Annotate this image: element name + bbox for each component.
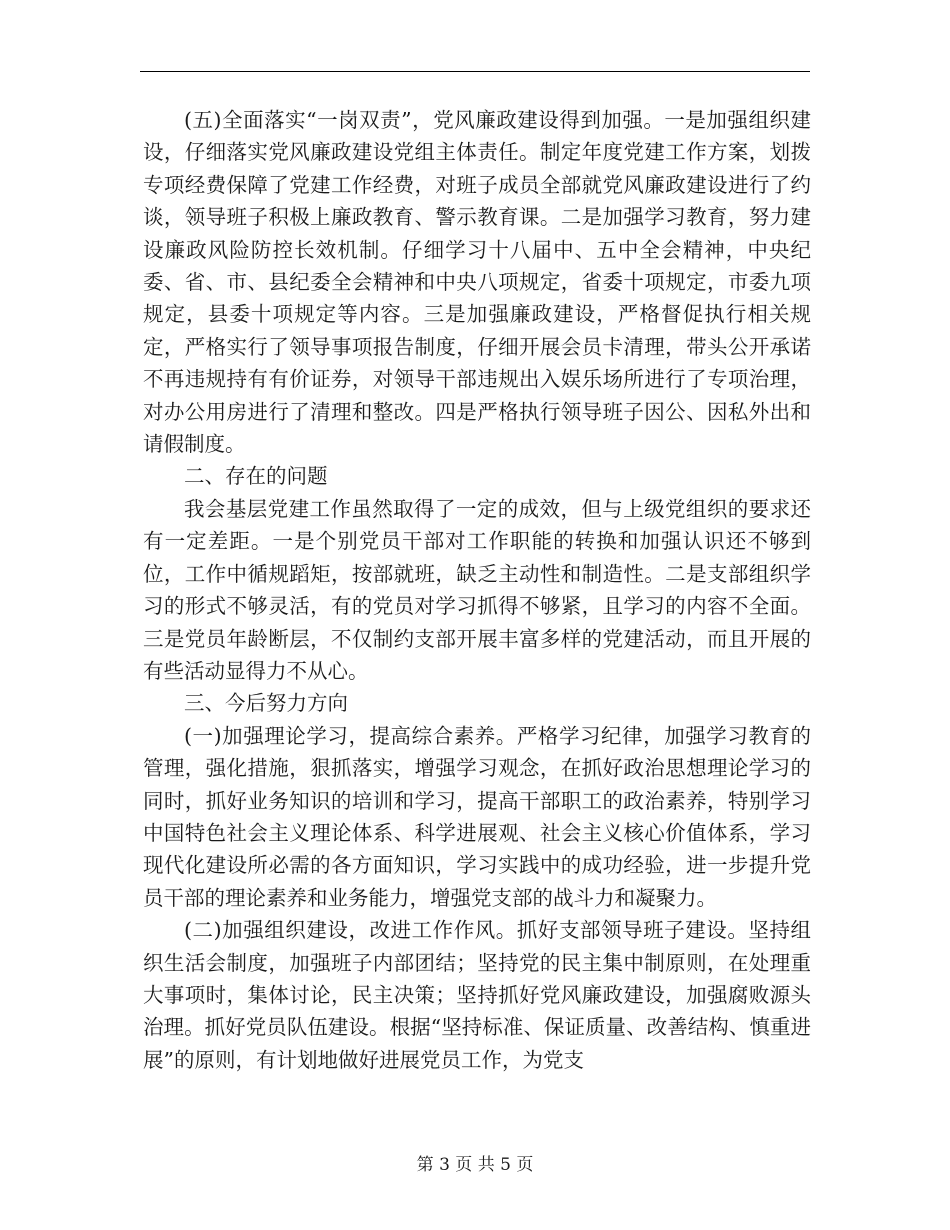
heading-future-direction: 三、今后努力方向	[184, 691, 348, 716]
page-number: 第 3 页 共 5 页	[416, 1155, 534, 1175]
paragraph-theory-study: (一)加强理论学习，提高综合素养。严格学习纪律，加强学习教育的管理，强化措施，狠抓落实，增强学习观念，在抓好政治思想理论学习的同时，抓好业务知识的培训和学习，提高干部职工的政治素养，特别学习中国特色社会主义理论体系、科学进展观、社会主义核心价值体系，学习现代化建设所必需的各方面知识，学习实践中的成功经验，进一步提升党员干部的理论素养和业务能力，增强党支部的战斗力和凝聚力。	[143, 723, 811, 910]
paragraph-problems: 我会基层党建工作虽然取得了一定的成效，但与上级党组织的要求还有一定差距。一是个别党员干部对工作职能的转换和加强认识还不够到位，工作中循规蹈矩，按部就班，缺乏主动性和制造性。二是支部组织学习的形式不够灵活，有的党员对学习抓得不够紧，且学习的内容不全面。三是党员年龄断层，不仅制约支部开展丰富多样的党建活动，而且开展的有些活动显得力不从心。	[143, 496, 811, 683]
paragraph-organization-building: (二)加强组织建设，改进工作作风。抓好支部领导班子建设。坚持组织生活会制度，加强班子内部团结；坚持党的民主集中制原则，在处理重大事项时，集体讨论，民主决策；坚持抓好党风廉政建设，加强腐败源头治理。抓好党员队伍建设。根据“坚持标准、保证质量、改善结构、慎重进展”的原则，有计划地做好进展党员工作，为党支	[143, 918, 811, 1072]
heading-existing-problems: 二、存在的问题	[184, 464, 328, 489]
header-rule	[140, 71, 810, 72]
document-body	[143, 104, 811, 1076]
paragraph-integrity-building: (五)全面落实“一岗双责”，党风廉政建设得到加强。一是加强组织建设，仔细落实党风廉政建设党组主体责任。制定年度党建工作方案，划拨专项经费保障了党建工作经费，对班子成员全部就党风廉政建设进行了约谈，领导班子积极上廉政教育、警示教育课。二是加强学习教育，努力建设廉政风险防控长效机制。仔细学习十八届中、五中全会精神，中央纪委、省、市、县纪委全会精神和中央八项规定，省委十项规定，市委九项规定，县委十项规定等内容。三是加强廉政建设，严格督促执行相关规定，严格实行了领导事项报告制度，仔细开展会员卡清理，带头公开承诺不再违规持有有价证券，对领导干部违规出入娱乐场所进行了专项治理，对办公用房进行了清理和整改。四是严格执行领导班子因公、因私外出和请假制度。	[143, 108, 811, 457]
